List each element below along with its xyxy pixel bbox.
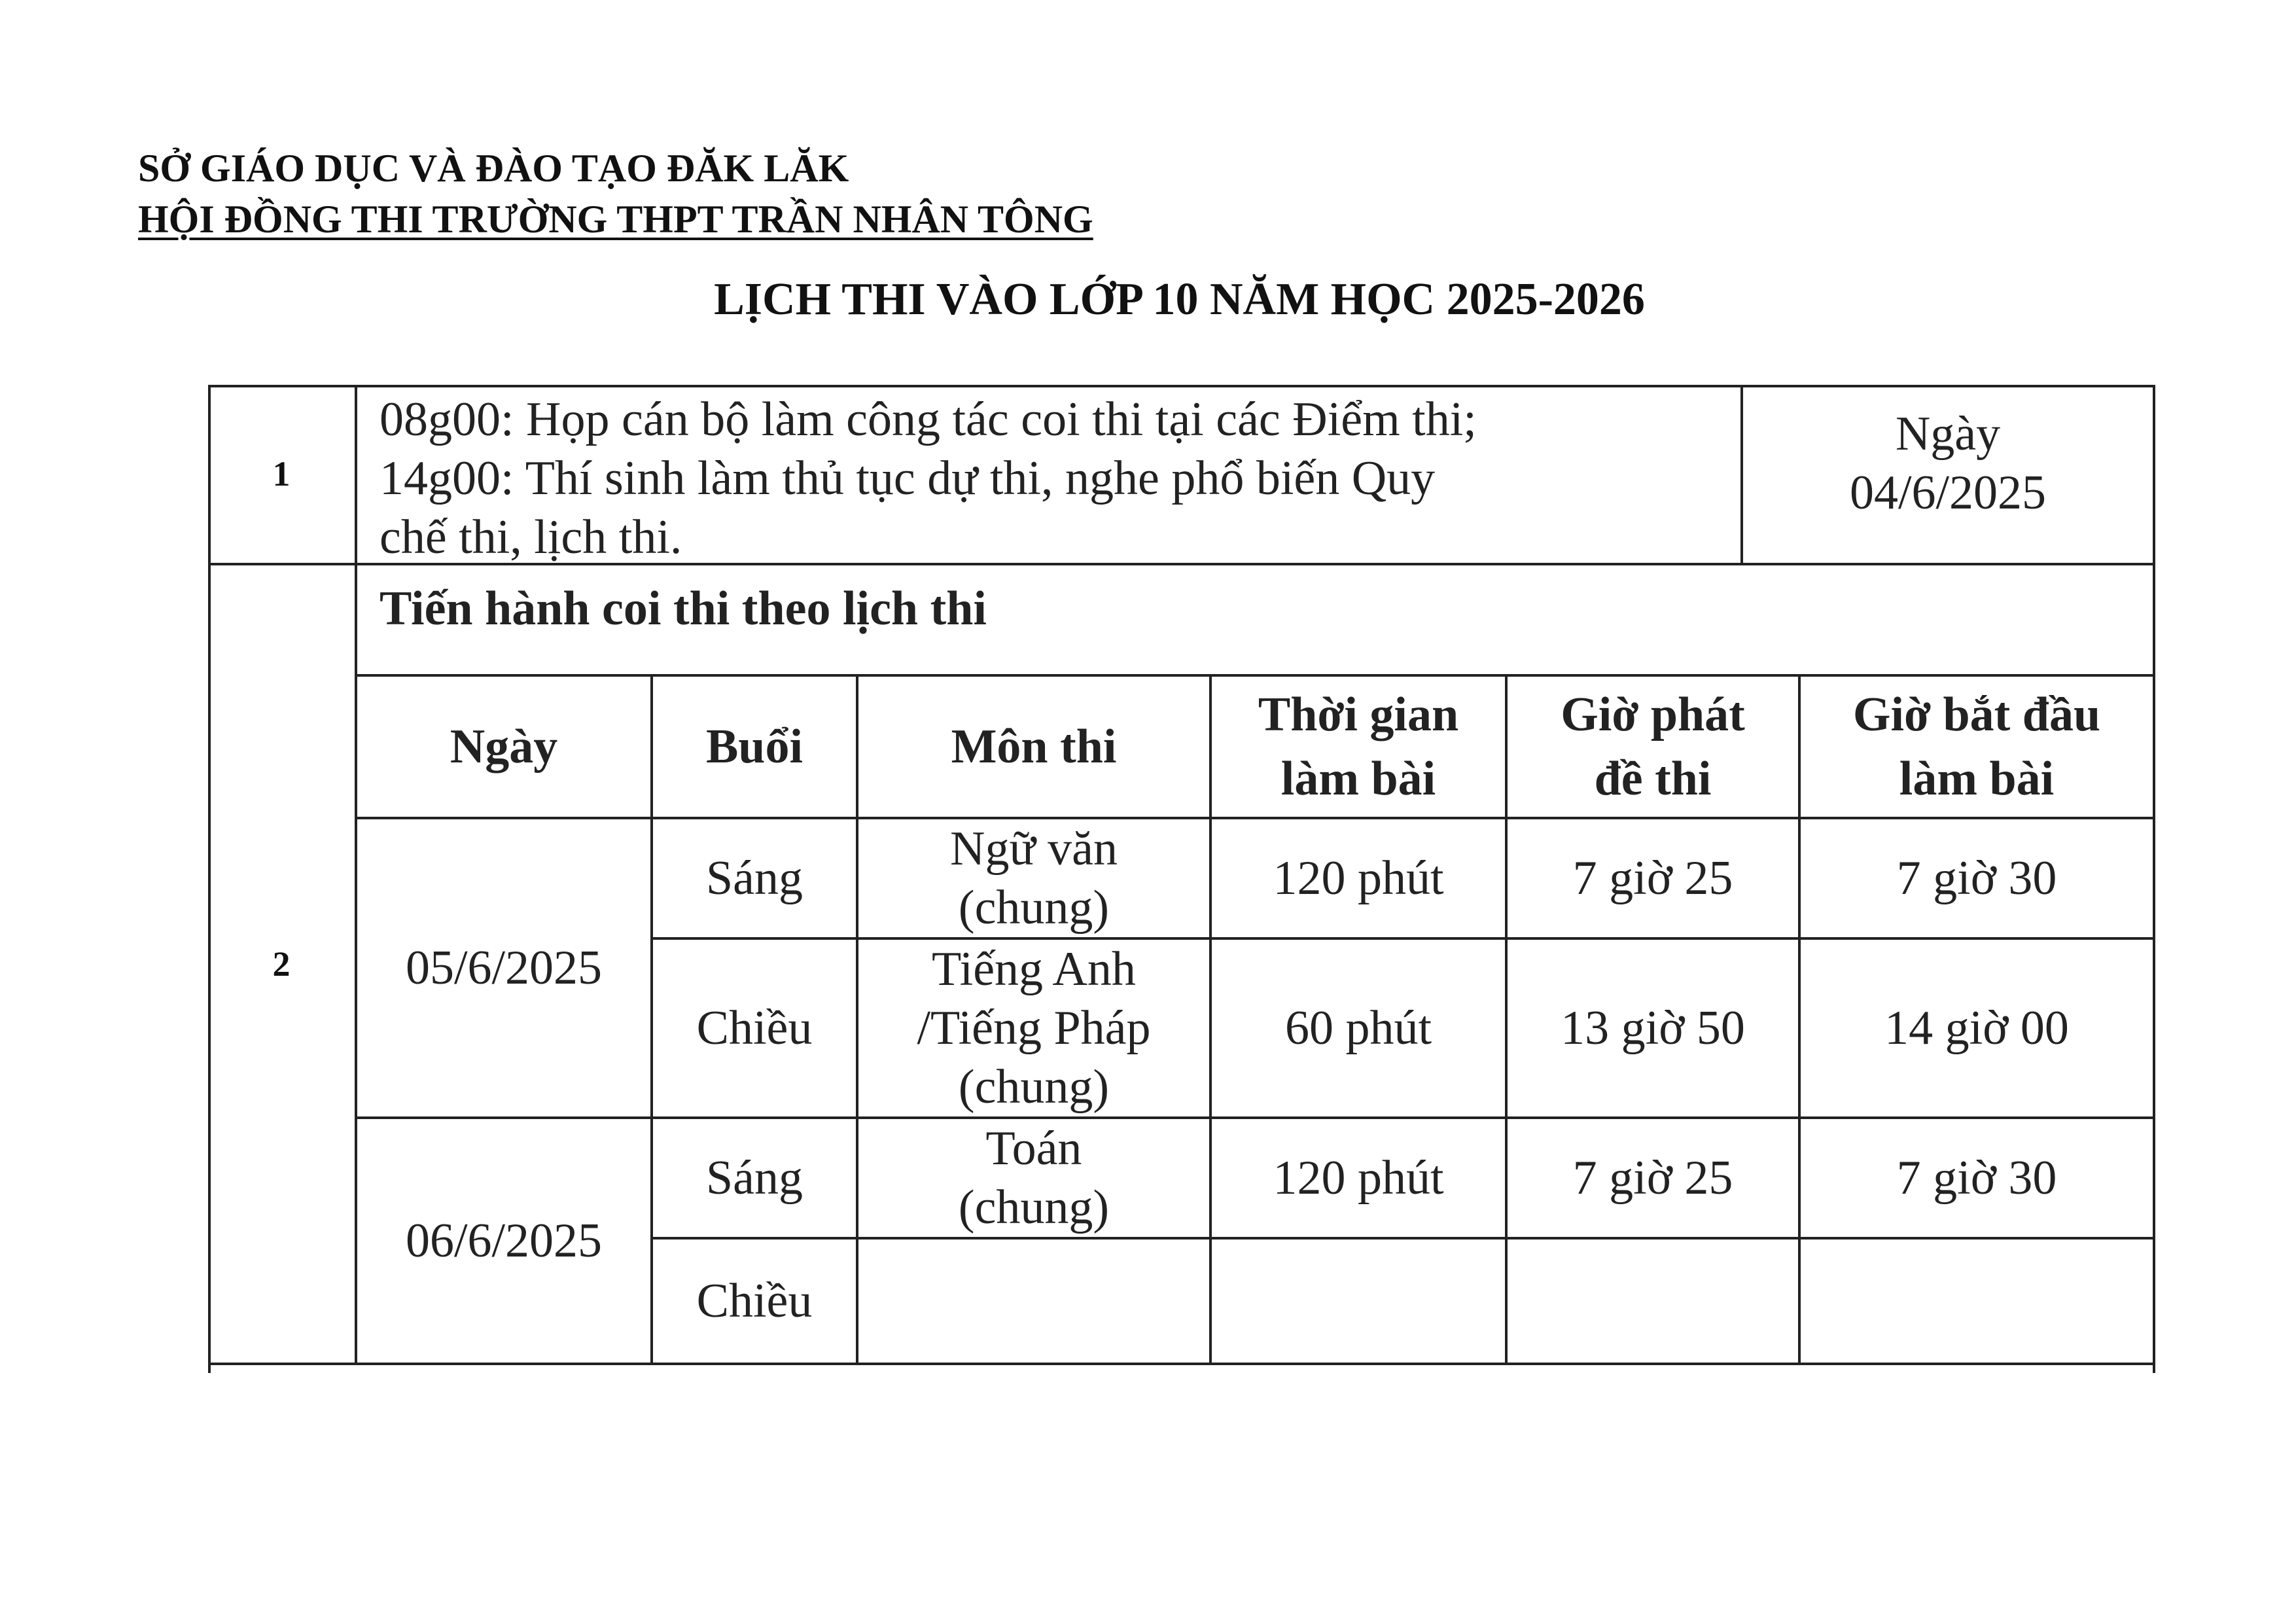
council-name: HỘI ĐỒNG THI TRƯỜNG THPT TRẦN NHÂN TÔNG xyxy=(138,198,1093,241)
session-afternoon: Chiều xyxy=(696,1001,813,1055)
duration-cell xyxy=(1212,1240,1505,1363)
page-title: LỊCH THI VÀO LỚP 10 NĂM HỌC 2025-2026 xyxy=(714,274,1645,325)
row1-date-label: Ngày xyxy=(1895,407,2001,461)
row1-date-cell xyxy=(1743,398,2153,529)
column-header-handout-time: Giờ phát đề thi xyxy=(1561,688,1745,806)
table-border-bottom xyxy=(208,1363,2155,1365)
column-header-session: Buổi xyxy=(705,720,804,774)
subject-cell: Toán (chung) xyxy=(958,1122,1110,1234)
duration-cell: 120 phút xyxy=(1273,1151,1444,1205)
start-time-cell: 7 giờ 30 xyxy=(1896,851,2057,905)
column-header-date: Ngày xyxy=(450,720,558,774)
exam-date-day2: 06/6/2025 xyxy=(405,1214,603,1268)
start-time-cell xyxy=(1801,1240,2153,1363)
table-border-right xyxy=(2153,385,2155,1373)
column-header-subject: Môn thi xyxy=(951,720,1117,774)
duration-cell: 120 phút xyxy=(1273,851,1444,905)
exam-date-day1: 05/6/2025 xyxy=(405,941,603,995)
handout-time-cell: 13 giờ 50 xyxy=(1561,1001,1745,1055)
row1-line: chế thi, lịch thi. xyxy=(380,510,682,564)
handout-time-cell xyxy=(1508,1240,1798,1363)
start-time-cell: 14 giờ 00 xyxy=(1884,1001,2069,1055)
document-header xyxy=(138,143,1093,245)
row1-date-value: 04/6/2025 xyxy=(1849,466,2047,520)
department-name: SỞ GIÁO DỤC VÀ ĐÀO TẠO ĐĂK LĂK xyxy=(138,147,849,190)
session-morning: Sáng xyxy=(706,1151,803,1205)
row1-number: 1 xyxy=(272,454,291,493)
row1-line: 08g00: Họp cán bộ làm công tác coi thi tại các Điểm thi; xyxy=(380,393,1477,446)
duration-cell: 60 phút xyxy=(1284,1001,1432,1055)
table-border-top xyxy=(208,385,2155,387)
row2-title: Tiến hành coi thi theo lịch thi xyxy=(380,582,987,635)
handout-time-cell: 7 giờ 25 xyxy=(1572,851,1733,905)
subject-cell: Tiếng Anh /Tiếng Pháp (chung) xyxy=(917,942,1151,1114)
subject-cell: Ngữ văn (chung) xyxy=(950,822,1118,935)
start-time-cell: 7 giờ 30 xyxy=(1896,1151,2057,1205)
row2-number: 2 xyxy=(272,944,291,984)
column-header-start-time: Giờ bắt đầu làm bài xyxy=(1852,688,2101,806)
schedule-table xyxy=(208,385,2155,1373)
row1-description xyxy=(380,390,1747,567)
row1-line: 14g00: Thí sinh làm thủ tục dự thi, nghe phổ biến Quy xyxy=(380,452,1436,505)
handout-time-cell: 7 giờ 25 xyxy=(1572,1151,1733,1205)
session-morning: Sáng xyxy=(706,851,803,905)
session-afternoon: Chiều xyxy=(696,1274,813,1328)
column-header-duration: Thời gian làm bài xyxy=(1258,688,1459,806)
